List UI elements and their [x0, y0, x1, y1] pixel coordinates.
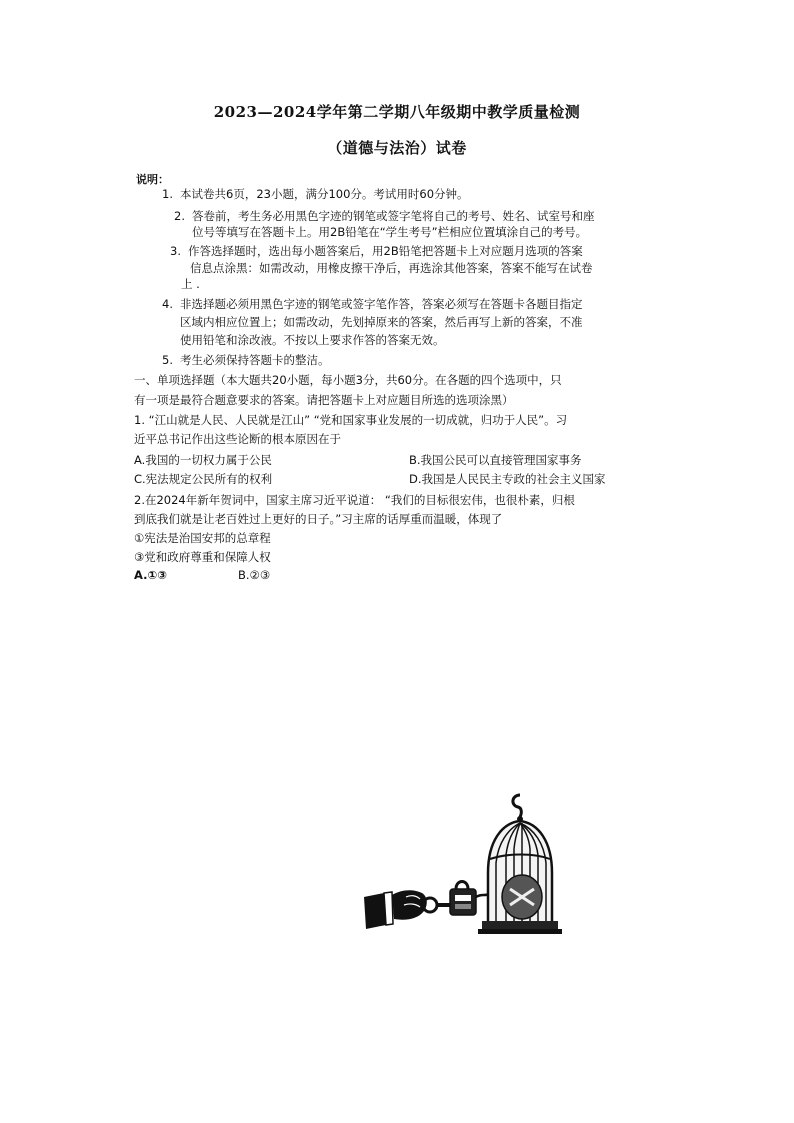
question-2-option-a: A.①③ [134, 568, 167, 582]
note-3-line-3: 上 . [181, 277, 200, 291]
question-2-stem: 2.在2024年新年贺词中，国家主席习近平说道： “我们的目标很宏伟，也很朴素，归根 [134, 493, 575, 507]
note-number: 1. [162, 187, 173, 201]
note-text: 作答选择题时，选出每小题答案后，用2B铅笔把答题卡上对应题月选项的答案 [188, 244, 583, 258]
note-4 [162, 296, 583, 312]
exam-title: 2023—2024学年第二学期八年级期中教学质量检测 [213, 103, 581, 121]
question-1-stem-line-2: 近平总书记作出这些论断的根本原因在于 [134, 432, 341, 446]
question-2-statement-1: ①宪法是治国安邦的总章程 [134, 531, 271, 545]
note-2 [174, 208, 595, 224]
hand-key-cage-icon [362, 793, 576, 935]
note-3-line-2: 信息点涂黑：如需改动，用橡皮擦干净后，再选涂其他答案，答案不能写在试卷 [190, 261, 593, 275]
note-4-line-3: 使用铅笔和涂改液。不按以上要求作答的答案无效。 [180, 333, 445, 347]
question-1-option-c: C.宪法规定公民所有的权利 [134, 472, 273, 486]
question-2-statement-3: ③党和政府尊重和保障人权 [134, 550, 271, 564]
section-heading: 一、单项选择题（本大题共20小题，每小题3分，共60分。在各题的四个选项中，只 [134, 373, 562, 387]
note-3 [170, 243, 583, 259]
note-text: 答卷前，考生务必用黑色字迹的钢笔或签字笔将自己的考号、姓名、试室号和座 [192, 209, 595, 223]
section-heading-line-2: 有一项是最符合题意要求的答案。请把答题卡上对应题目所选的选项涂黑） [134, 393, 514, 407]
note-number: 3. [170, 244, 181, 258]
note-5 [162, 352, 330, 368]
note-text: 本试卷共6页，23小题，满分100分。考试用时60分钟。 [180, 187, 469, 201]
note-2-line-2: 位号等填写在答题卡上。用2B铅笔在“学生考号”栏相应位置填涂自己的考号。 [192, 225, 588, 239]
note-4-line-2: 区域内相应位置上；如需改动，先划掉原来的答案，然后再写上新的答案，不准 [180, 315, 583, 329]
question-1-option-d: D.我国是人民民主专政的社会主义国家 [409, 472, 606, 486]
question-1-option-b: B.我国公民可以直接管理国家事务 [409, 453, 582, 467]
note-number: 4. [162, 297, 173, 311]
notes-heading: 说明： [136, 173, 169, 186]
question-1-stem: 1. “江山就是人民、人民就是江山” “党和国家事业发展的一切成就，归功于人民”。习 [134, 413, 568, 427]
note-1 [162, 186, 469, 202]
question-2-stem-line-2: 到底我们就是让老百姓过上更好的日子。”习主席的话厚重而温暖，体现了 [134, 512, 503, 526]
note-number: 2. [174, 209, 185, 223]
note-number: 5. [162, 353, 173, 367]
note-text: 考生必须保持答题卡的整洁。 [180, 353, 330, 367]
question-1-option-a: A.我国的一切权力属于公民 [134, 453, 272, 467]
question-2-option-b: B.②③ [238, 568, 271, 582]
note-text: 非选择题必须用黑色字迹的钢笔或签字笔作答，答案必须写在答题卡各题目指定 [180, 297, 583, 311]
exam-subtitle: （道德与法治）试卷 [327, 139, 467, 157]
